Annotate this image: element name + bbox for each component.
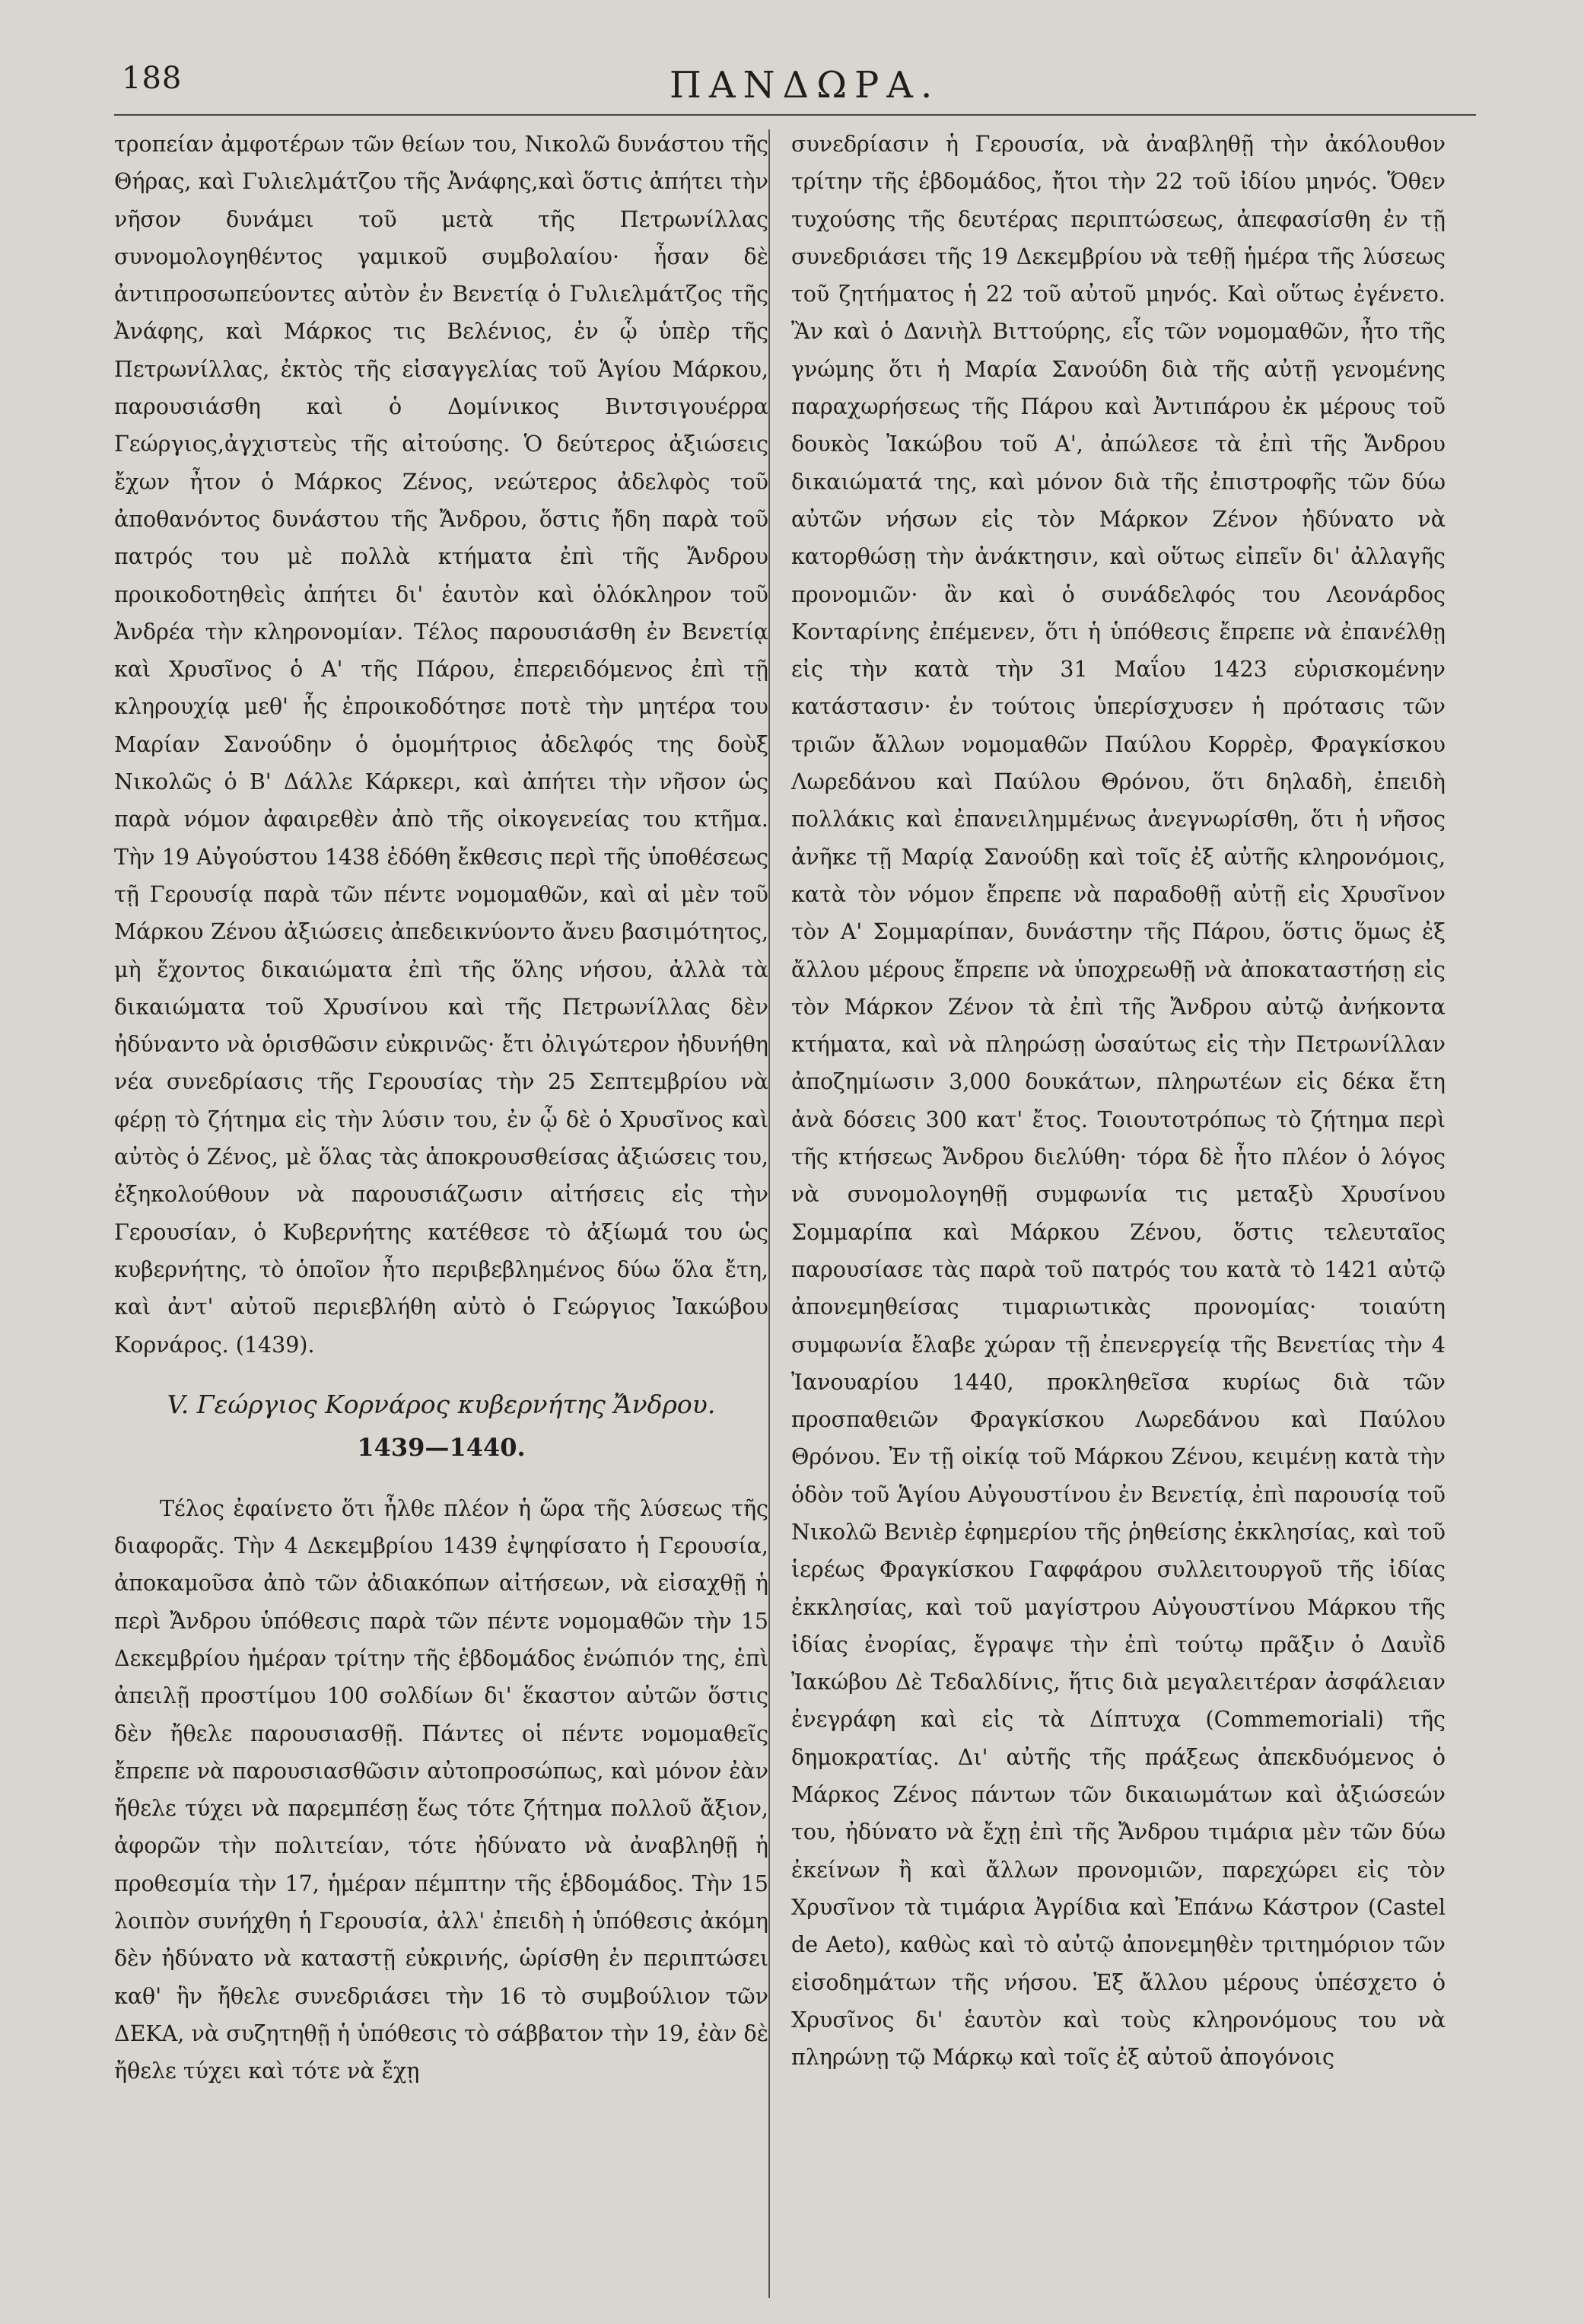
column-divider xyxy=(768,129,770,2298)
header-rule xyxy=(114,114,1476,116)
left-column xyxy=(114,126,768,2090)
section-heading: V. Γεώργιος Κορνάρος κυβερνήτης Ἄνδρου. xyxy=(167,1389,716,1419)
left-paragraph-2: Τέλος ἐφαίνετο ὅτι ἦλθε πλέον ἡ ὥρα τῆς λύσεως τῆς διαφορᾶς. Τὴν 4 Δεκεμβρίου 1439 ἐψηφίσατο ἡ Γερουσία, ἀποκαμοῦσα ἀπὸ τῶν ἀδιακόπων αἰτήσεων, νὰ εἰσαχθῇ ἡ περὶ Ἄνδρου ὑπόθεσις παρὰ τῶν πέντε νομομαθῶν τὴν 15 Δεκεμβρίου ἡμέραν τρίτην τῆς ἑβδομάδος ἐνώπιόν της, ἐπὶ ἀπειλῇ προστίμου 100 σολδίων δι' ἕκαστον αὐτῶν ὅστις δὲν ἤθελε παρουσιασθῇ. Πάντες οἱ πέντε νομομαθεῖς ἔπρεπε νὰ παρουσιασθῶσιν αὐτοπροσώπως, καὶ μόνον ἐὰν ἤθελε τύχει νὰ παρεμπέσῃ ἕως τότε ζήτημα πολλοῦ ἄξιον, ἀφορῶν τὴν πολιτείαν, τότε ἠδύνατο νὰ ἀναβληθῇ ἡ προθεσμία τὴν 17, ἡμέραν πέμπτην τῆς ἑβδομάδος. Τὴν 15 λοιπὸν συνήχθη ἡ Γερουσία, ἀλλ' ἐπειδὴ ἡ ὑπόθεσις ἀκόμη δὲν ἠδύνατο νὰ καταστῇ εὐκρινής, ὡρίσθη ἐν περιπτώσει καθ' ἣν ἤθελε συνεδριάσει τὴν 16 τὸ συμβούλιον τῶν ΔΕΚΑ, νὰ συζητηθῇ ἡ ὑπόθεσις τὸ σάββατον τὴν 19, ἐὰν δὲ ἤθελε τύχει καὶ τότε νὰ ἔχῃ xyxy=(114,1495,768,2084)
right-column xyxy=(791,126,1446,2076)
right-paragraph-1: συνεδρίασιν ἡ Γερουσία, νὰ ἀναβληθῇ τὴν ἀκόλουθον τρίτην τῆς ἑβδομάδος, ἤτοι τὴν 22 τοῦ ἰδίου μηνός. Ὅθεν τυχούσης τῆς δευτέρας περιπτώσεως, ἀπεφασίσθη ἐν τῇ συνεδριάσει τῆς 19 Δεκεμβρίου νὰ τεθῇ ἡμέρα τῆς λύσεως τοῦ ζητήματος ἡ 22 τοῦ αὐτοῦ μηνός. Καὶ οὕτως ἐγένετο. Ἂν καὶ ὁ Δανιὴλ Βιττούρης, εἷς τῶν νομομαθῶν, ἦτο τῆς γνώμης ὅτι ἡ Μαρία Σανούδη διὰ τῆς αὐτῇ γενομένης παραχωρήσεως τῆς Πάρου καὶ Ἀντιπάρου ἐκ μέρους τοῦ δουκὸς Ἰακώβου τοῦ Α', ἀπώλεσε τὰ ἐπὶ τῆς Ἄνδρου δικαιώματά της, καὶ μόνον διὰ τῆς ἐπιστροφῆς τῶν δύω αὐτῶν νήσων εἰς τὸν Μάρκον Ζένον ἠδύνατο νὰ κατορθώσῃ τὴν ἀνάκτησιν, καὶ οὕτως εἰπεῖν δι' ἀλλαγῆς προνομιῶν· ἂν καὶ ὁ συνάδελφός του Λεονάρδος Κονταρίνης ἐπέμενεν, ὅτι ἡ ὑπόθεσις ἔπρεπε νὰ ἐπανέλθῃ εἰς τὴν κατὰ τὴν 31 Μαΐου 1423 εὑρισκομένην κατάστασιν· ἐν τούτοις ὑπερίσχυσεν ἡ πρότασις τῶν τριῶν ἄλλων νομομαθῶν Παύλου Κορρὲρ, Φραγκίσκου Λωρεδάνου καὶ Παύλου Θρόνου, ὅτι δηλαδὴ, ἐπειδὴ πολλάκις καὶ ἐπανειλημμένως ἀνεγνωρίσθη, ὅτι ἡ νῆσος ἀνῆκε τῇ Μαρίᾳ Σανούδῃ καὶ τοῖς ἐξ αὐτῆς κληρονόμοις, κατὰ τὸν νόμον ἔπρεπε νὰ παραδοθῇ αὐτῇ εἰς Χρυσῖνον τὸν Α' Σομμαρίπαν, δυνάστην τῆς Πάρου, ὅστις ὅμως ἐξ ἄλλου μέρους ἔπρεπε νὰ ὑποχρεωθῇ νὰ ἀποκαταστήσῃ εἰς τὸν Μάρκον Ζένον τὰ ἐπὶ τῆς Ἄνδρου αὐτῷ ἀνήκοντα κτήματα, καὶ νὰ πληρώσῃ ὡσαύτως εἰς τὴν Πετρωνίλλαν ἀποζημίωσιν 3,000 δουκάτων, πληρωτέων εἰς δέκα ἔτη ἀνὰ δόσεις 300 κατ' ἔτος. Τοιουτοτρόπως τὸ ζήτημα περὶ τῆς κτήσεως Ἄνδρου διελύθη· τόρα δὲ ἦτο πλέον ὁ λόγος νὰ συνομολογηθῇ συμφωνία τις μεταξὺ Χρυσίνου Σομμαρίπα καὶ Μάρκου Ζένου, ὅστις τελευταῖος παρουσίασε τὰς παρὰ τοῦ πατρός του κατὰ τὸ 1421 αὐτῷ ἀπονεμηθείσας τιμαριωτικὰς προνομίας· τοιαύτη συμφωνία ἔλαβε χώραν τῇ ἐπενεργείᾳ τῆς Βενετίας τὴν 4 Ἰανουαρίου 1440, προκληθεῖσα κυρίως διὰ τῶν προσπαθειῶν Φραγκίσκου Λωρεδάνου καὶ Παύλου Θρόνου. Ἐν τῇ οἰκίᾳ τοῦ Μάρκου Ζένου, κειμένῃ κατὰ τὴν ὁδὸν τοῦ Ἁγίου Αὐγουστίνου ἐν Βενετίᾳ, ἐπὶ παρουσίᾳ τοῦ Νικολῶ Βενιὲρ ἐφημερίου τῆς ῥηθείσης ἐκκλησίας, καὶ τοῦ ἱερέως Φραγκίσκου Γαφφάρου συλλειτουργοῦ τῆς ἰδίας ἐκκλησίας, καὶ τοῦ μαγίστρου Αὐγουστίνου Μάρκου τῆς ἰδίας ἐνορίας, ἔγραψε τὴν ἐπὶ τούτῳ πρᾶξιν ὁ Δαυῒδ Ἰακώβου Δὲ Τεδαλδίνις, ἥτις διὰ μεγαλειτέραν ἀσφάλειαν ἐνεγράφη καὶ εἰς τὰ Δίπτυχα (Commemoriali) τῆς δημοκρατίας. Δι' αὐτῆς τῆς πράξεως ἀπεκδυόμενος ὁ Μάρκος Ζένος πάντων τῶν δικαιωμάτων καὶ ἀξιώσεών του, ἠδύνατο νὰ ἔχῃ ἐπὶ τῆς Ἄνδρου τιμάρια μὲν τῶν δύω ἐκείνων ἢ καὶ ἄλλων προνομιῶν, παρεχώρει εἰς τὸν Χρυσῖνον τὰ τιμάρια Ἀγρίδια καὶ Ἐπάνω Κάστρον (Castel de Aeto), καθὼς καὶ τὸ αὐτῷ ἀπονεμηθὲν τριτημόριον τῶν εἰσοδημάτων τῆς νήσου. Ἐξ ἄλλου μέρους ὑπέσχετο ὁ Χρυσῖνος δι' ἑαυτὸν καὶ τοὺς κληρονόμους του νὰ πληρώνῃ τῷ Μάρκῳ καὶ τοῖς ἐξ αὐτοῦ ἀπογόνοις xyxy=(791,132,1446,2071)
section-dates: 1439—1440. xyxy=(357,1432,526,1462)
page-number: 188 xyxy=(122,61,183,96)
left-paragraph-1: τροπείαν ἀμφοτέρων τῶν θείων του, Νικολῶ δυνάστου τῆς Θήρας, καὶ Γυλιελμάτζου τῆς Ἀνάφης,καὶ ὅστις ἀπήτει τὴν νῆσον δυνάμει τοῦ μετὰ τῆς Πετρωνίλλας συνομολογηθέντος γαμικοῦ συμβολαίου· ἦσαν δὲ ἀντιπροσωπεύοντες αὐτὸν ἐν Βενετίᾳ ὁ Γυλιελμάτζος τῆς Ἀνάφης, καὶ Μάρκος τις Βελένιος, ἐν ᾧ ὑπὲρ τῆς Πετρωνίλλας, ἐκτὸς τῆς εἰσαγγελίας τοῦ Ἁγίου Μάρκου, παρουσιάσθη καὶ ὁ Δομίνικος Βιντσιγουέρρα Γεώργιος,ἀγχιστεὺς τῆς αἰτούσης. Ὁ δεύτερος ἀξιώσεις ἔχων ἦτον ὁ Μάρκος Ζένος, νεώτερος ἀδελφὸς τοῦ ἀποθανόντος δυνάστου τῆς Ἄνδρου, ὅστις ἤδη παρὰ τοῦ πατρός του μὲ πολλὰ κτήματα ἐπὶ τῆς Ἄνδρου προικοδοτηθεὶς ἀπήτει δι' ἑαυτὸν καὶ ὁλόκληρον τοῦ Ἀνδρέα τὴν κληρονομίαν. Τέλος παρουσιάσθη ἐν Βενετίᾳ καὶ Χρυσῖνος ὁ Α' τῆς Πάρου, ἐπερειδόμενος ἐπὶ τῇ κληρουχίᾳ μεθ' ἧς ἐπροικοδότησε ποτὲ τὴν μητέρα του Μαρίαν Σανούδην ὁ ὁμομήτριος ἀδελφός της δοὺξ Νικολῶς ὁ Β' Δάλλε Κάρκερι, καὶ ἀπήτει τὴν νῆσον ὡς παρὰ νόμον ἀφαιρεθὲν ἀπὸ τῆς οἰκογενείας του κτῆμα. Τὴν 19 Αὐγούστου 1438 ἐδόθη ἔκθεσις περὶ τῆς ὑποθέσεως τῇ Γερουσίᾳ παρὰ τῶν πέντε νομομαθῶν, καὶ αἱ μὲν τοῦ Μάρκου Ζένου ἀξιώσεις ἀπεδεικνύοντο ἄνευ βασιμότητος, μὴ ἔχοντος δικαιώματα ἐπὶ τῆς ὅλης νήσου, ἀλλὰ τὰ δικαιώματα τοῦ Χρυσίνου καὶ τῆς Πετρωνίλλας δὲν ἠδύναντο νὰ ὁρισθῶσιν εὐκρινῶς· ἔτι ὀλιγώτερον ἠδυνήθη νέα συνεδρίασις τῆς Γερουσίας τὴν 25 Σεπτεμβρίου νὰ φέρῃ τὸ ζήτημα εἰς τὴν λύσιν του, ἐν ᾧ δὲ ὁ Χρυσῖνος καὶ αὐτὸς ὁ Ζένος, μὲ ὅλας τὰς ἀποκρουσθείσας ἀξιώσεις του, ἐξηκολούθουν νὰ παρουσιάζωσιν αἰτήσεις εἰς τὴν Γερουσίαν, ὁ Κυβερνήτης κατέθεσε τὸ ἀξίωμά του ὡς κυβερνήτης, τὸ ὁποῖον ἦτο περιβεβλημένος δύω ὅλα ἔτη, καὶ ἀντ' αὐτοῦ περιεβλήθη αὐτὸ ὁ Γεώργιος Ἰακώβου Κορνάρος. (1439). xyxy=(114,132,768,1358)
running-title: ΠΑΝΔΩΡΑ. xyxy=(670,64,940,107)
